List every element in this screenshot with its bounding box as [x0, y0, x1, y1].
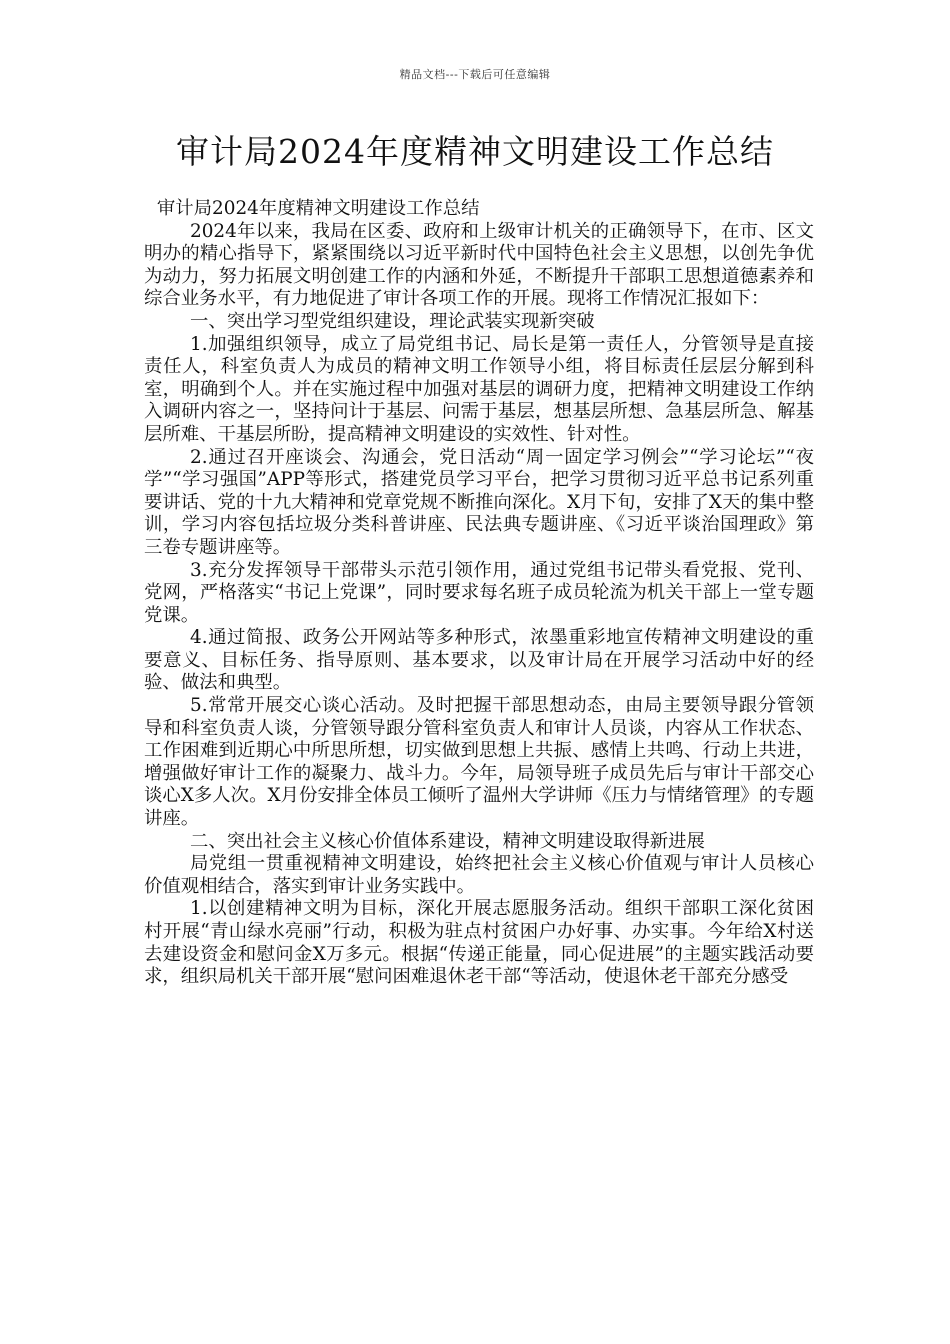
paragraph-item-1-1: 1.加强组织领导，成立了局党组书记、局长是第一责任人，分管领导是直接责任人，科室负责人为成员的精神文明工作领导小组，将目标责任层层分解到科室，明确到个人。并在实施过程中加强对基层的调研力度，把精神文明建设工作纳入调研内容之一，坚持问计于基层、问需于基层，想基层所想、急基层所急、解基层所难、干基层所盼，提高精神文明建设的实效性、针对性。 — [144, 333, 814, 445]
paragraph-item-1-5: 5.常常开展交心谈心活动。及时把握干部思想动态，由局主要领导跟分管领导和科室负责人谈，分管领导跟分管科室负责人和审计人员谈，内容从工作状态、工作困难到近期心中所思所想，切实做到思想上共振、感情上共鸣、行动上共进，增强做好审计工作的凝聚力、战斗力。今年，局领导班子成员先后与审计干部交心谈心X多人次。X月份安排全体员工倾听了温州大学讲师《压力与情绪管理》的专题讲座。 — [144, 695, 814, 830]
document-title: 审计局2024年度精神文明建设工作总结 — [176, 132, 774, 171]
section-heading-1: 一、突出学习型党组织建设，理论武装实现新突破 — [190, 310, 595, 332]
paragraph-item-1-4: 4.通过简报、政务公开网站等多种形式，浓墨重彩地宣传精神文明建设的重要意义、目标任务、指导原则、基本要求，以及审计局在开展学习活动中好的经验、做法和典型。 — [144, 627, 814, 694]
paragraph-item-1-3: 3.充分发挥领导干部带头示范引领作用，通过党组书记带头看党报、党刊、党网，严格落实“书记上党课”，同时要求每名班子成员轮流为机关干部上一堂专题党课。 — [144, 559, 814, 626]
document-subtitle: 审计局2024年度精神文明建设工作总结 — [156, 198, 480, 219]
paragraph-item-2-1: 1.以创建精神文明为目标，深化开展志愿服务活动。组织干部职工深化贫困村开展“青山绿水亮丽”行动，积极为驻点村贫困户办好事、办实事。今年给X村送去建设资金和慰问金X万多元。根据“传递正能量，同心促进展”的主题实践活动要求，组织局机关干部开展“慰问困难退休老干部“等活动，使退休老干部充分感受 — [144, 898, 814, 988]
page-header-note: 精品文档---下载后可任意编辑 — [399, 68, 551, 81]
paragraph-section-2-intro: 局党组一贯重视精神文明建设，始终把社会主义核心价值观与审计人员核心价值观相结合，落实到审计业务实践中。 — [144, 853, 814, 897]
paragraph-item-1-2: 2.通过召开座谈会、沟通会，党日活动“周一固定学习例会”“学习论坛”“夜学”“学习强国”APP等形式，搭建党员学习平台，把学习贯彻习近平总书记系列重要讲话、党的十九大精神和党章党规不断推向深化。X月下旬，安排了X天的集中整训，学习内容包括垃圾分类科普讲座、民法典专题讲座、《习近平谈治国理政》第三卷专题讲座等。 — [144, 446, 814, 558]
paragraph-intro: 2024年以来，我局在区委、政府和上级审计机关的正确领导下，在市、区文明办的精心指导下，紧紧围绕以习近平新时代中国特色社会主义思想，以创先争优为动力，努力拓展文明创建工作的内涵和外延，不断提升干部职工思想道德素养和综合业务水平，有力地促进了审计各项工作的开展。现将工作情况汇报如下： — [144, 220, 814, 310]
document-body — [144, 198, 814, 989]
section-heading-2: 二、突出社会主义核心价值体系建设，精神文明建设取得新进展 — [190, 830, 705, 852]
